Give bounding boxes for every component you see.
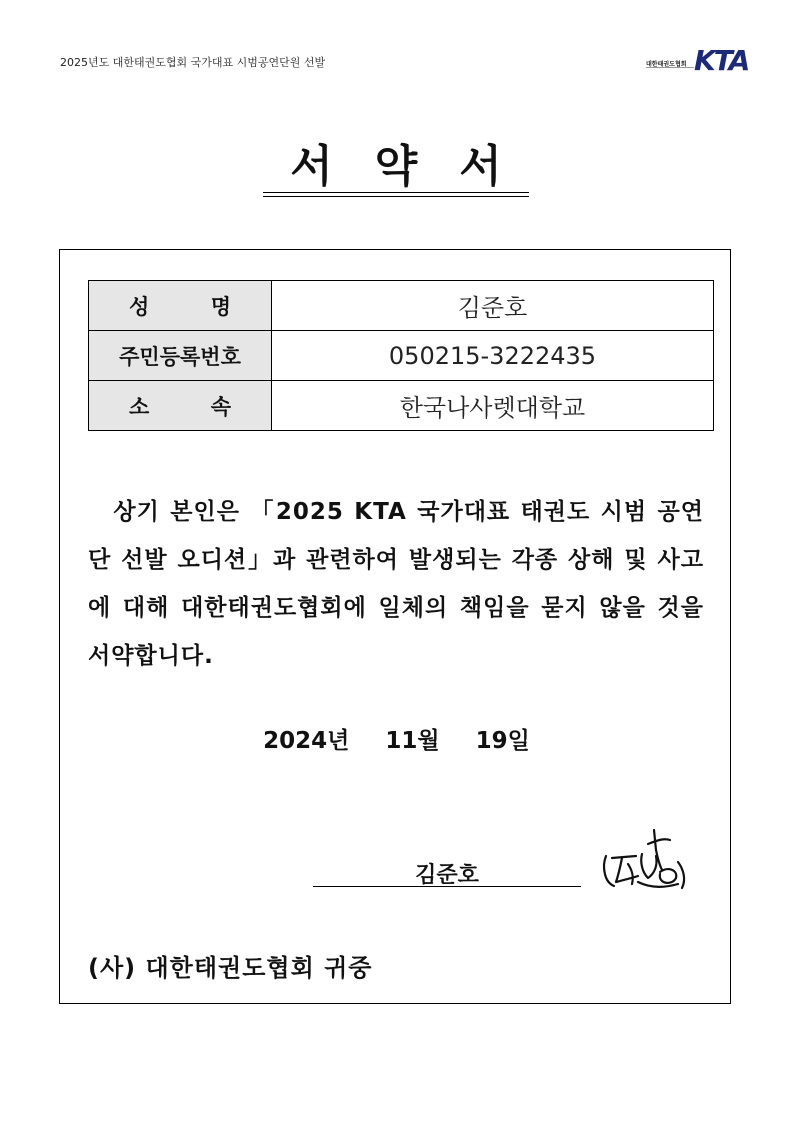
addressee: (사) 대한태권도협회 귀중: [88, 954, 373, 982]
label-part: 속: [210, 394, 231, 419]
affiliation-label: [89, 381, 272, 431]
title-char: 약: [374, 141, 418, 192]
title-char: 서: [459, 141, 502, 192]
signer-name: 김준호: [415, 863, 479, 888]
resident-number-label: 주민등록번호: [89, 331, 272, 381]
title-underline: [263, 192, 529, 193]
logo-small-text: 대한태권도협회: [646, 61, 687, 68]
title-underline: [263, 196, 529, 197]
table-row: [89, 281, 714, 331]
name-value: 김준호: [272, 281, 714, 331]
label-part: 소: [129, 394, 150, 419]
table-row: [89, 381, 714, 431]
logo-underline: [646, 67, 694, 70]
label-part: 명: [210, 294, 231, 319]
label-part: 성: [129, 294, 150, 319]
table-row: [89, 331, 714, 381]
handwritten-signature: [598, 826, 690, 892]
signature-line: [313, 886, 581, 887]
document-title: [263, 130, 529, 194]
pledge-paragraph: 상기 본인은 「2025 KTA 국가대표 태권도 시범 공연단 선발 오디션」과 관련하여 발생되는 각종 상해 및 사고에 대해 대한태권도협회에 일체의 책임을 묻지 않을 것을 서약합니다.: [88, 499, 704, 669]
pledge-date: 2024년 11월 19일: [263, 728, 530, 754]
kta-logo: [646, 44, 749, 78]
header-caption: 2025년도 대한태권도협회 국가대표 시범공연단원 선발: [60, 56, 326, 69]
resident-number-value: 050215-3222435: [272, 331, 714, 381]
name-label: [89, 281, 272, 331]
info-table: [88, 280, 714, 431]
affiliation-value: 한국나사렛대학교: [272, 381, 714, 431]
title-char: 서: [290, 141, 333, 192]
logo-kta-text: KTA: [694, 44, 749, 77]
